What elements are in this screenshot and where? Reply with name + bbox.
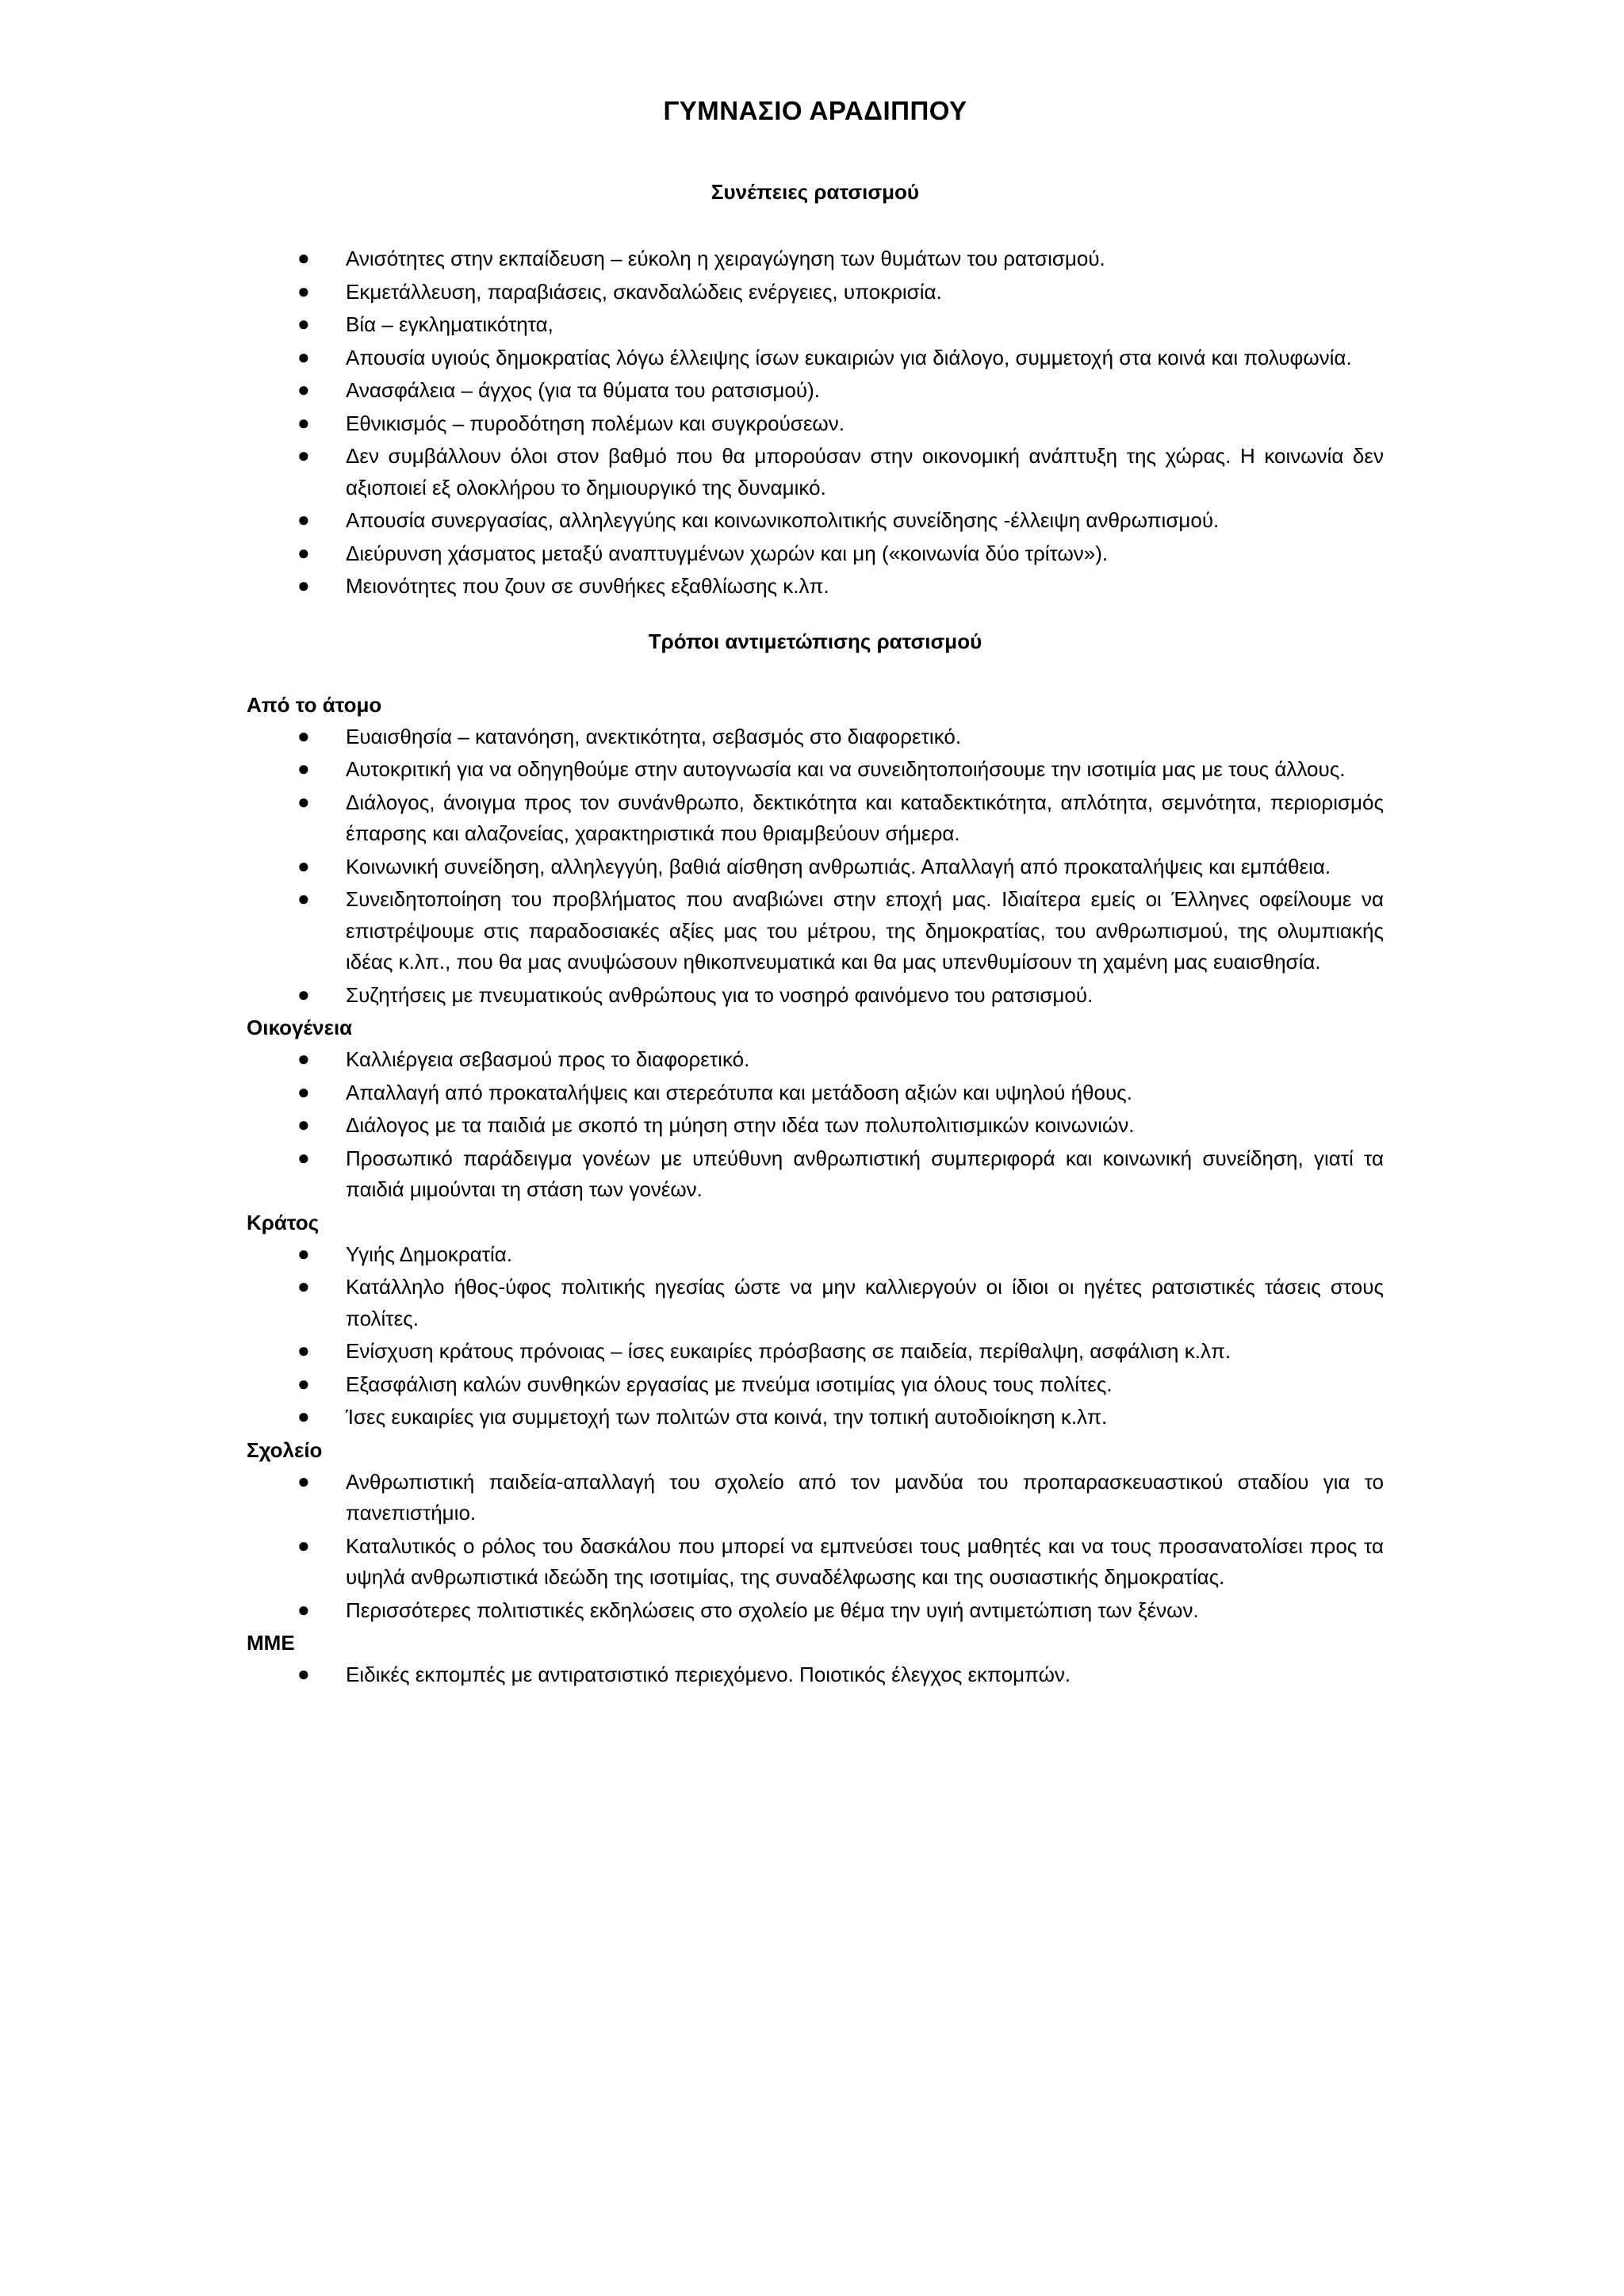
remedy-item xyxy=(247,721,1384,754)
bullet-icon: ● xyxy=(297,443,310,467)
remedy-item xyxy=(247,1271,1384,1335)
list-item-text: Εκμετάλλευση, παραβιάσεις, σκανδαλώδεις ενέργειες, υποκρισία. xyxy=(346,279,942,304)
bullet-icon: ● xyxy=(297,507,310,531)
list-item-text: Καλλιέργεια σεβασμού προς το διαφορετικό. xyxy=(346,1047,750,1071)
list-item-text: Κατάλληλο ήθος-ύφος πολιτικής ηγεσίας ώστε να μην καλλιεργούν οι ίδιοι οι ηγέτες ρατσιστικές τάσεις στους πολίτες. xyxy=(346,1275,1384,1330)
consequence-item xyxy=(247,342,1384,375)
bullet-icon: ● xyxy=(297,886,310,910)
remedy-item xyxy=(247,1077,1384,1110)
list-item-text: Καταλυτικός ο ρόλος του δασκάλου που μπορεί να εμπνεύσει τους μαθητές και να τους προσανατολίσει προς τα υψηλά ανθρωπιστικά ιδεώδη της ισοτιμίας, της συναδέλφωσης και της ουσιαστικής δημοκρατίας. xyxy=(346,1533,1384,1589)
list-item-text: Υγιής Δημοκρατία. xyxy=(346,1242,513,1266)
list-item-text: Διάλογος με τα παιδιά με σκοπό τη μύηση στην ιδέα των πολυπολιτισμικών κοινωνιών. xyxy=(346,1113,1135,1137)
bullet-icon: ● xyxy=(297,1274,310,1298)
list-item-text: Απουσία συνεργασίας, αλληλεγγύης και κοινωνικοπολιτικής συνείδησης -έλλειψη ανθρωπισμού. xyxy=(346,508,1220,532)
consequence-item xyxy=(247,440,1384,504)
remedy-item xyxy=(247,883,1384,979)
bullet-icon: ● xyxy=(297,1241,310,1265)
bullet-icon: ● xyxy=(297,1047,310,1070)
remedy-item xyxy=(247,1109,1384,1142)
consequence-item xyxy=(247,408,1384,441)
remedy-group-school xyxy=(247,1434,1384,1628)
list-item-text: Ανασφάλεια – άγχος (για τα θύματα του ρατσισμού). xyxy=(346,378,820,402)
bullet-icon: ● xyxy=(297,853,310,878)
consequence-item xyxy=(247,374,1384,408)
remedy-list xyxy=(247,1238,1384,1434)
list-item-text: Εθνικισμός – πυροδότηση πολέμων και συγκρούσεων. xyxy=(346,411,845,435)
consequence-item xyxy=(247,570,1384,603)
remedy-group-family xyxy=(247,1012,1384,1207)
list-item-text: Ευαισθησία – κατανόηση, ανεκτικότητα, σεβασμός στο διαφορετικό. xyxy=(346,724,962,748)
consequence-item xyxy=(247,276,1384,309)
group-heading: Κράτος xyxy=(247,1210,320,1234)
list-item-text: Ανθρωπιστική παιδεία-απαλλαγή του σχολείο από τον μανδύα του προπαρασκευαστικού σταδίου για το πανεπιστήμιο. xyxy=(346,1469,1384,1525)
bullet-icon: ● xyxy=(297,1468,310,1493)
bullet-icon: ● xyxy=(297,312,310,335)
bullet-icon: ● xyxy=(297,1145,310,1169)
remedies-groups xyxy=(247,689,1384,1692)
group-heading: Σχολείο xyxy=(247,1437,323,1462)
bullet-icon: ● xyxy=(297,789,310,813)
remedy-item xyxy=(247,1142,1384,1207)
list-item-text: Διάλογος, άνοιγμα προς τον συνάνθρωπο, δεκτικότητα και καταδεκτικότητα, απλότητα, σεμνότητα, περιορισμός έπαρσης και αλαζονείας, χαρακτηριστικά που θριαμβεύουν σήμερα. xyxy=(346,790,1384,845)
remedy-item xyxy=(247,753,1384,786)
document-content xyxy=(247,94,1384,1692)
bullet-icon: ● xyxy=(297,1338,310,1362)
remedy-item xyxy=(247,1238,1384,1272)
list-item-text: Ίσες ευκαιρίες για συμμετοχή των πολιτών στα κοινά, την τοπική αυτοδιοίκηση κ.λπ. xyxy=(346,1405,1108,1429)
bullet-icon: ● xyxy=(297,1371,310,1395)
bullet-icon: ● xyxy=(297,1533,310,1557)
bullet-icon: ● xyxy=(297,377,310,401)
list-item-text: Κοινωνική συνείδηση, αλληλεγγύη, βαθιά αίσθηση ανθρωπιάς. Απαλλαγή από προκαταλήψεις και εμπάθεια. xyxy=(346,854,1331,878)
group-heading: Από το άτομο xyxy=(247,692,382,717)
remedy-list xyxy=(247,1043,1384,1207)
remedy-item xyxy=(247,1530,1384,1594)
list-item-text: Ειδικές εκπομπές με αντιρατσιστικό περιεχόμενο. Ποιοτικός έλεγχος εκπομπών. xyxy=(346,1663,1071,1686)
bullet-icon: ● xyxy=(297,278,310,303)
list-item-text: Μειονότητες που ζουν σε συνθήκες εξαθλίωσης κ.λπ. xyxy=(346,574,829,598)
bullet-icon: ● xyxy=(297,410,310,434)
bullet-icon: ● xyxy=(297,344,310,369)
bullet-icon: ● xyxy=(297,1112,310,1136)
remedy-group-media xyxy=(247,1627,1384,1692)
bullet-icon: ● xyxy=(297,1597,310,1621)
remedy-group-individual xyxy=(247,689,1384,1012)
consequence-item xyxy=(247,243,1384,276)
remedy-item xyxy=(247,1659,1384,1692)
consequences-title: Συνέπειες ρατσισμού xyxy=(710,180,920,204)
remedy-item xyxy=(247,786,1384,851)
remedy-item xyxy=(247,1368,1384,1402)
list-item-text: Ενίσχυση κράτους πρόνοιας – ίσες ευκαιρίες πρόσβασης σε παιδεία, περίθαλψη, ασφάλιση κ.λπ. xyxy=(346,1339,1231,1363)
list-item-text: Περισσότερες πολιτιστικές εκδηλώσεις στο σχολείο με θέμα την υγιή αντιμετώπιση των ξένων. xyxy=(346,1598,1199,1622)
list-item-text: Απαλλαγή από προκαταλήψεις και στερεότυπα και μετάδοση αξιών και υψηλού ήθους. xyxy=(346,1080,1132,1104)
remedy-list xyxy=(247,721,1384,1012)
list-item-text: Προσωπικό παράδειγμα γονέων με υπεύθυνη ανθρωπιστική συμπεριφορά και κοινωνική συνείδηση, γιατί τα παιδιά μιμούνται τη στάση των γονέων. xyxy=(346,1146,1384,1201)
remedy-list xyxy=(247,1659,1384,1692)
remedy-item xyxy=(247,979,1384,1012)
list-item-text: Βία – εγκληματικότητα, xyxy=(346,312,553,336)
bullet-icon: ● xyxy=(297,982,310,1006)
bullet-icon: ● xyxy=(297,1662,310,1686)
bullet-icon: ● xyxy=(297,573,310,597)
bullet-icon: ● xyxy=(297,246,310,270)
remedies-title: Τρόποι αντιμετώπισης ρατσισμού xyxy=(648,629,982,653)
list-item-text: Συνειδητοποίηση του προβλήματος που αναβιώνει στην εποχή μας. Ιδιαίτερα εμείς οι Έλληνες οφείλουμε να επιστρέψουμε στις παραδοσιακές αξίες μας του μέτρου, της δημοκρατίας, του ανθρωπισμού, της ολυμπιακής ιδέας κ.λπ., που θα μας ανυψώσουν ηθικοπνευματικά και θα μας υπενθυμίσουν τη χαμένη μας ευαισθησία. xyxy=(346,887,1384,974)
remedy-item xyxy=(247,1401,1384,1434)
list-item-text: Απουσία υγιούς δημοκρατίας λόγω έλλειψης ίσων ευκαιριών για διάλογο, συμμετοχή στα κοινά και πολυφωνία. xyxy=(346,345,1352,369)
list-item-text: Διεύρυνση χάσματος μεταξύ αναπτυγμένων χωρών και μη («κοινωνία δύο τρίτων»). xyxy=(346,541,1109,565)
bullet-icon: ● xyxy=(297,1404,310,1428)
group-heading: Οικογένεια xyxy=(247,1016,353,1039)
list-item-text: Εξασφάλιση καλών συνθηκών εργασίας με πνεύμα ισοτιμίας για όλους τους πολίτες. xyxy=(346,1372,1113,1396)
list-item-text: Δεν συμβάλλουν όλοι στον βαθμό που θα μπορούσαν στην οικονομική ανάπτυξη της χώρας. Η κοινωνία δεν αξιοποιεί εξ ολοκλήρου το δημιουργικό της δυναμικό. xyxy=(346,444,1384,499)
bullet-icon: ● xyxy=(297,1079,310,1104)
remedy-list xyxy=(247,1466,1384,1628)
list-item-text: Ανισότητες στην εκπαίδευση – εύκολη η χειραγώγηση των θυμάτων του ρατσισμού. xyxy=(346,247,1105,270)
remedy-item xyxy=(247,1335,1384,1368)
remedy-item xyxy=(247,851,1384,884)
remedy-group-state xyxy=(247,1207,1384,1434)
list-item-text: Συζητήσεις με πνευματικούς ανθρώπους για το νοσηρό φαινόμενο του ρατσισμού. xyxy=(346,982,1094,1007)
bullet-icon: ● xyxy=(297,540,310,564)
remedy-item xyxy=(247,1043,1384,1077)
bullet-icon: ● xyxy=(297,723,310,748)
consequence-item xyxy=(247,538,1384,571)
group-heading: ΜΜΕ xyxy=(247,1631,295,1655)
remedy-item xyxy=(247,1466,1384,1530)
list-item-text: Αυτοκριτική για να οδηγηθούμε στην αυτογνωσία και να συνειδητοποιήσουμε την ισοτιμία μας με τους άλλους. xyxy=(346,757,1346,781)
bullet-icon: ● xyxy=(297,756,310,780)
consequence-item xyxy=(247,308,1384,342)
consequence-item xyxy=(247,504,1384,538)
school-title: ΓΥΜΝΑΣΙΟ ΑΡΑΔΙΠΠΟΥ xyxy=(663,96,967,125)
consequences-list xyxy=(247,243,1384,603)
remedy-item xyxy=(247,1594,1384,1628)
